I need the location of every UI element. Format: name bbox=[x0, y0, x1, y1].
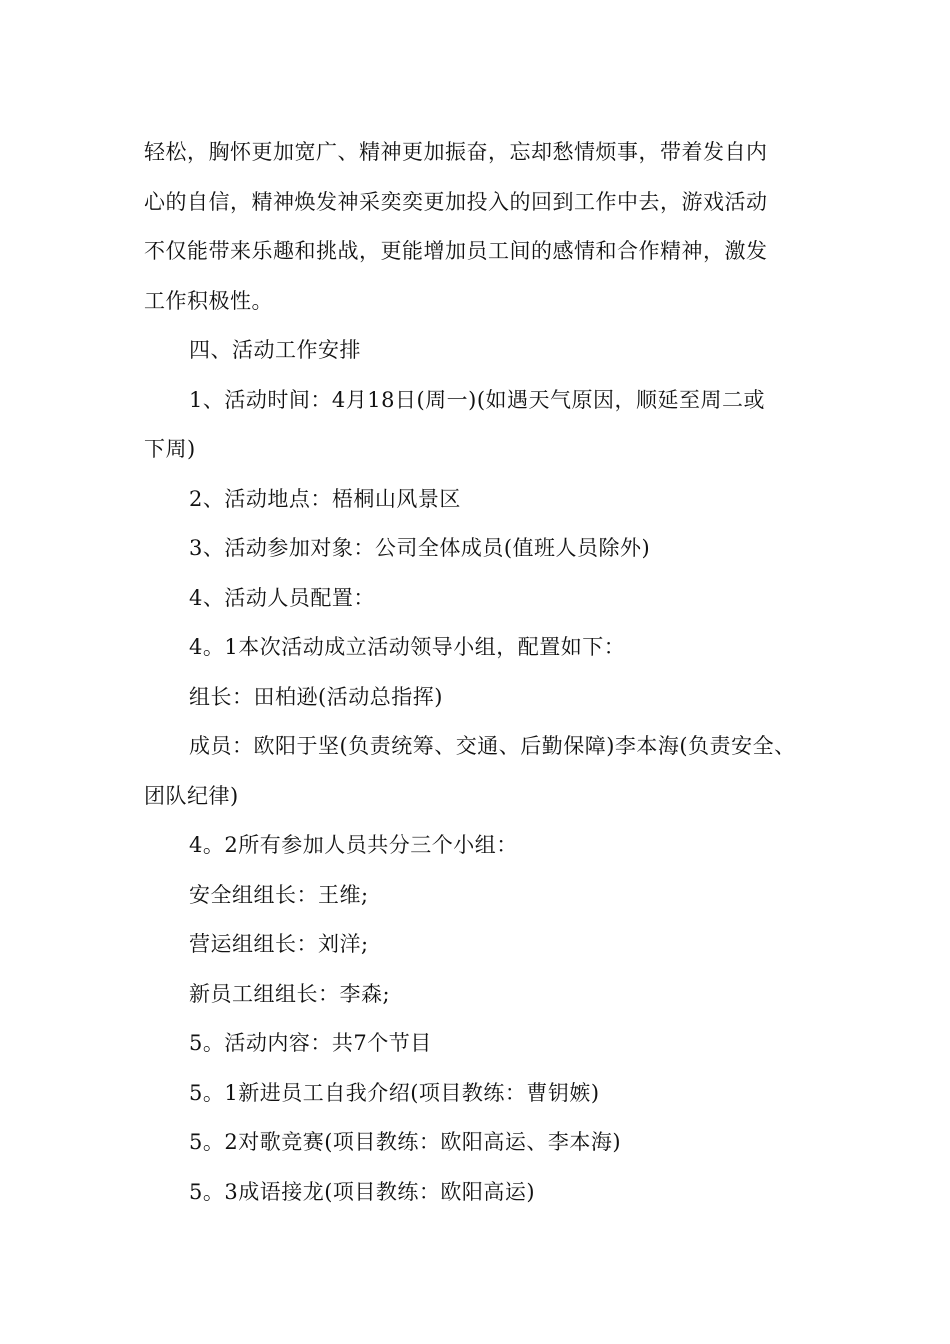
text-line: 工作积极性。 bbox=[144, 288, 273, 313]
paragraph-subgroups bbox=[144, 821, 824, 871]
paragraph-activity-location bbox=[144, 475, 824, 525]
text-line: 5。1新进员工自我介绍(项目教练：曹钥嫉) bbox=[189, 1080, 600, 1105]
section-heading-arrangement bbox=[144, 326, 824, 376]
paragraph-members bbox=[144, 722, 824, 821]
text-line: 营运组组长：刘洋; bbox=[189, 932, 369, 956]
paragraph-activity-time bbox=[144, 376, 824, 475]
text-line: 组长：田柏逊(活动总指挥) bbox=[189, 684, 443, 709]
text-line: 4。1本次活动成立活动领导小组，配置如下： bbox=[189, 635, 626, 659]
text-line: 下周) bbox=[144, 437, 196, 461]
paragraph-group-leader bbox=[144, 673, 824, 723]
paragraph-program-2 bbox=[144, 1118, 824, 1168]
paragraph-benefits bbox=[144, 128, 824, 326]
text-line: 5。2对歌竞赛(项目教练：欧阳高运、李本海) bbox=[189, 1130, 622, 1154]
text-line: 团队纪律) bbox=[144, 783, 239, 808]
document-body bbox=[144, 128, 824, 1217]
text-line: 1、活动时间：4月18日(周一)(如遇天气原因，顺延至周二或 bbox=[189, 387, 766, 412]
paragraph-newstaff-leader bbox=[144, 970, 824, 1020]
paragraph-program-3 bbox=[144, 1168, 824, 1218]
text-line: 4、活动人员配置： bbox=[189, 585, 375, 610]
paragraph-activity-content bbox=[144, 1019, 824, 1069]
text-line: 新员工组组长：李森; bbox=[189, 981, 391, 1006]
paragraph-staffing bbox=[144, 574, 824, 624]
paragraph-leadership-group bbox=[144, 623, 824, 673]
text-line: 5。3成语接龙(项目教练：欧阳高运) bbox=[189, 1179, 536, 1204]
paragraph-program-1 bbox=[144, 1069, 824, 1119]
paragraph-participants bbox=[144, 524, 824, 574]
text-line: 成员：欧阳于坚(负责统筹、交通、后勤保障)李本海(负责安全、 bbox=[189, 734, 796, 758]
paragraph-operations-leader bbox=[144, 920, 824, 970]
text-line: 3、活动参加对象：公司全体成员(值班人员除外) bbox=[189, 536, 651, 560]
text-line: 2、活动地点：梧桐山风景区 bbox=[189, 486, 461, 511]
text-line: 轻松，胸怀更加宽广、精神更加振奋，忘却愁情烦事，带着发自内 bbox=[144, 140, 768, 164]
text-line: 安全组组长：王维; bbox=[189, 882, 369, 907]
text-line: 不仅能带来乐趣和挑战，更能增加员工间的感情和合作精神，激发 bbox=[144, 239, 768, 263]
text-line: 5。活动内容：共7个节目 bbox=[189, 1031, 432, 1055]
paragraph-safety-leader bbox=[144, 871, 824, 921]
text-line: 4。2所有参加人员共分三个小组： bbox=[189, 833, 518, 857]
text-line: 四、活动工作安排 bbox=[189, 338, 361, 362]
text-line: 心的自信，精神焕发神采奕奕更加投入的回到工作中去，游戏活动 bbox=[144, 189, 768, 214]
